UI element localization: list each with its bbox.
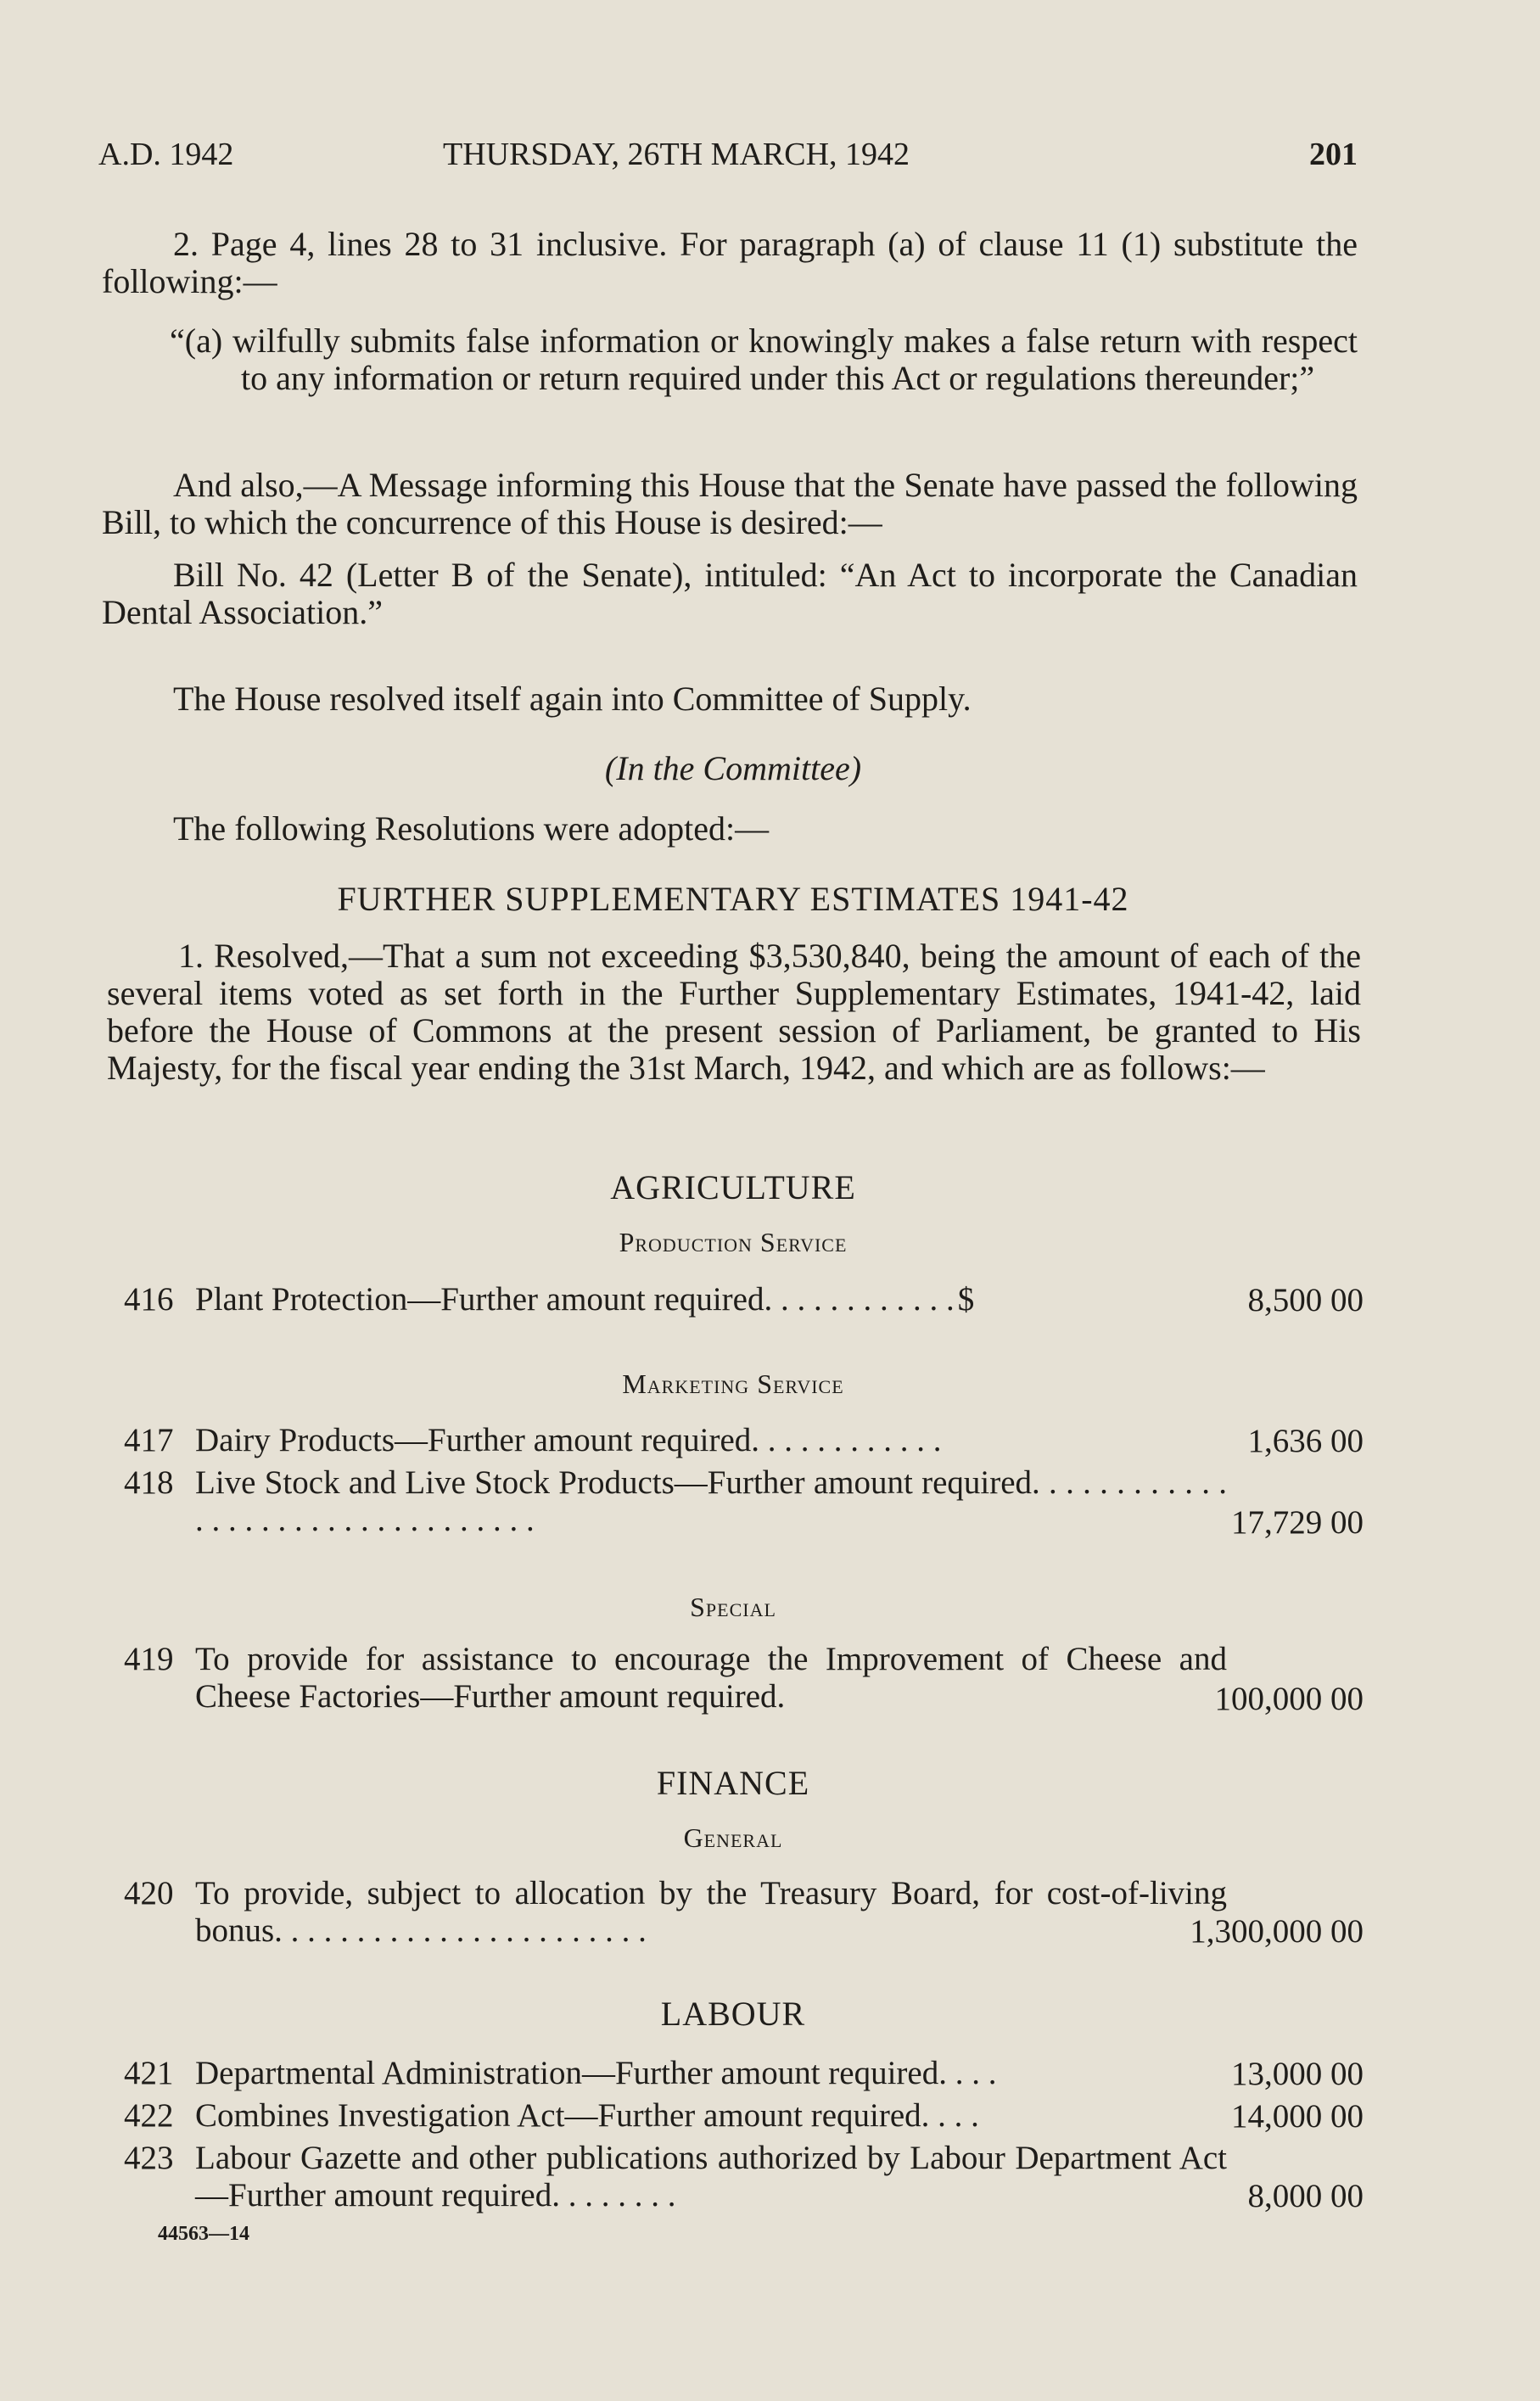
estimates-title: FURTHER SUPPLEMENTARY ESTIMATES 1941-42: [337, 880, 1129, 918]
item-description: To provide, subject to allocation by the Treasury Board, for cost-of-living bonus. . . . . . . . . . . . . . . . . . . . . . .: [195, 1875, 1227, 1949]
resolution-paragraph: 1. Resolved,—That a sum not exceeding $3,530,840, being the amount of each of the several items voted as set forth in the Further Supplementary Estimates, 1941-42, laid before the House of Commons at the present session of Parliament, be granted to His Majesty, for the fiscal year ending the 31st March, 1942, and which are as follows:—: [107, 937, 1361, 1087]
item-amount: 14,000 00: [1231, 2098, 1364, 2135]
subsection-special: Special: [690, 1592, 776, 1622]
item-amount: 8,500 00: [1247, 1282, 1364, 1318]
item-number: 421: [124, 2055, 174, 2091]
para-resolutions-adopted: The following Resolutions were adopted:—: [173, 809, 770, 848]
estimate-item: [124, 2140, 1227, 2214]
item-number: 419: [124, 1641, 174, 1677]
item-number: 417: [124, 1422, 174, 1458]
para-bill-42: Bill No. 42 (Letter B of the Senate), intituled: “An Act to incorporate the Canadian Dental Association.”: [102, 556, 1358, 631]
item-amount: 100,000 00: [1214, 1681, 1364, 1717]
estimate-item: [124, 1422, 942, 1459]
item-description: Live Stock and Live Stock Products—Further amount required. . . . . . . . . . . . . . . . . . . . . . . . . . . . . . . . .: [195, 1464, 1227, 1538]
para-page4-lines: 2. Page 4, lines 28 to 31 inclusive. For paragraph (a) of clause 11 (1) substitute the following:—: [102, 225, 1358, 300]
para-senate-message: And also,—A Message informing this House that the Senate have passed the following Bill, to which the concurrence of this House is desired:—: [102, 466, 1358, 541]
item-amount: 1,636 00: [1247, 1423, 1364, 1459]
item-description: To provide for assistance to encourage the Improvement of Cheese and Cheese Factories—Further amount required.: [195, 1641, 1227, 1715]
item-description: Dairy Products—Further amount required. . . . . . . . . . . .: [195, 1422, 942, 1458]
item-description: Labour Gazette and other publications authorized by Labour Department Act—Further amount required. . . . . . . .: [195, 2140, 1227, 2214]
section-labour: LABOUR: [660, 1995, 806, 2033]
header-date: THURSDAY, 26TH MARCH, 1942: [443, 137, 910, 172]
subsection-production-service: Production Service: [619, 1227, 848, 1257]
item-amount: 8,000 00: [1247, 2178, 1364, 2214]
estimate-item: [124, 1875, 1227, 1950]
item-number: 423: [124, 2140, 174, 2176]
item-description: Departmental Administration—Further amount required. . . .: [195, 2055, 997, 2091]
estimate-item: [124, 1641, 1227, 1715]
item-number: 418: [124, 1464, 174, 1501]
subsection-marketing-service: Marketing Service: [622, 1368, 844, 1399]
para-committee-supply: The House resolved itself again into Committee of Supply.: [173, 680, 972, 718]
item-amount: 1,300,000 00: [1190, 1913, 1364, 1950]
item-number: 420: [124, 1875, 174, 1911]
estimate-item: [124, 2097, 979, 2135]
quoted-paragraph-a: “(a) wilfully submits false information or knowingly makes a false return with respect to any information or return required under this Act or regulations thereunder;”: [170, 322, 1358, 397]
item-description: Combines Investigation Act—Further amount required. . . .: [195, 2097, 979, 2134]
item-number: 416: [124, 1281, 174, 1318]
header-year: A.D. 1942: [98, 137, 234, 172]
subsection-general: General: [683, 1822, 783, 1853]
section-agriculture: AGRICULTURE: [610, 1168, 856, 1206]
item-amount: 17,729 00: [1231, 1504, 1364, 1541]
estimate-item: [124, 1281, 974, 1318]
item-description: Plant Protection—Further amount required. . . . . . . . . . . .: [195, 1281, 955, 1318]
footer-print-code: 44563—14: [158, 2223, 249, 2245]
estimate-item: [124, 1464, 1227, 1539]
item-number: 422: [124, 2097, 174, 2134]
item-amount: 13,000 00: [1231, 2056, 1364, 2092]
section-finance: FINANCE: [656, 1764, 810, 1802]
in-committee-heading: (In the Committee): [604, 749, 862, 787]
estimate-item: [124, 2055, 996, 2092]
dollar-sign: $: [957, 1281, 975, 1318]
page-number: 201: [1309, 137, 1358, 172]
